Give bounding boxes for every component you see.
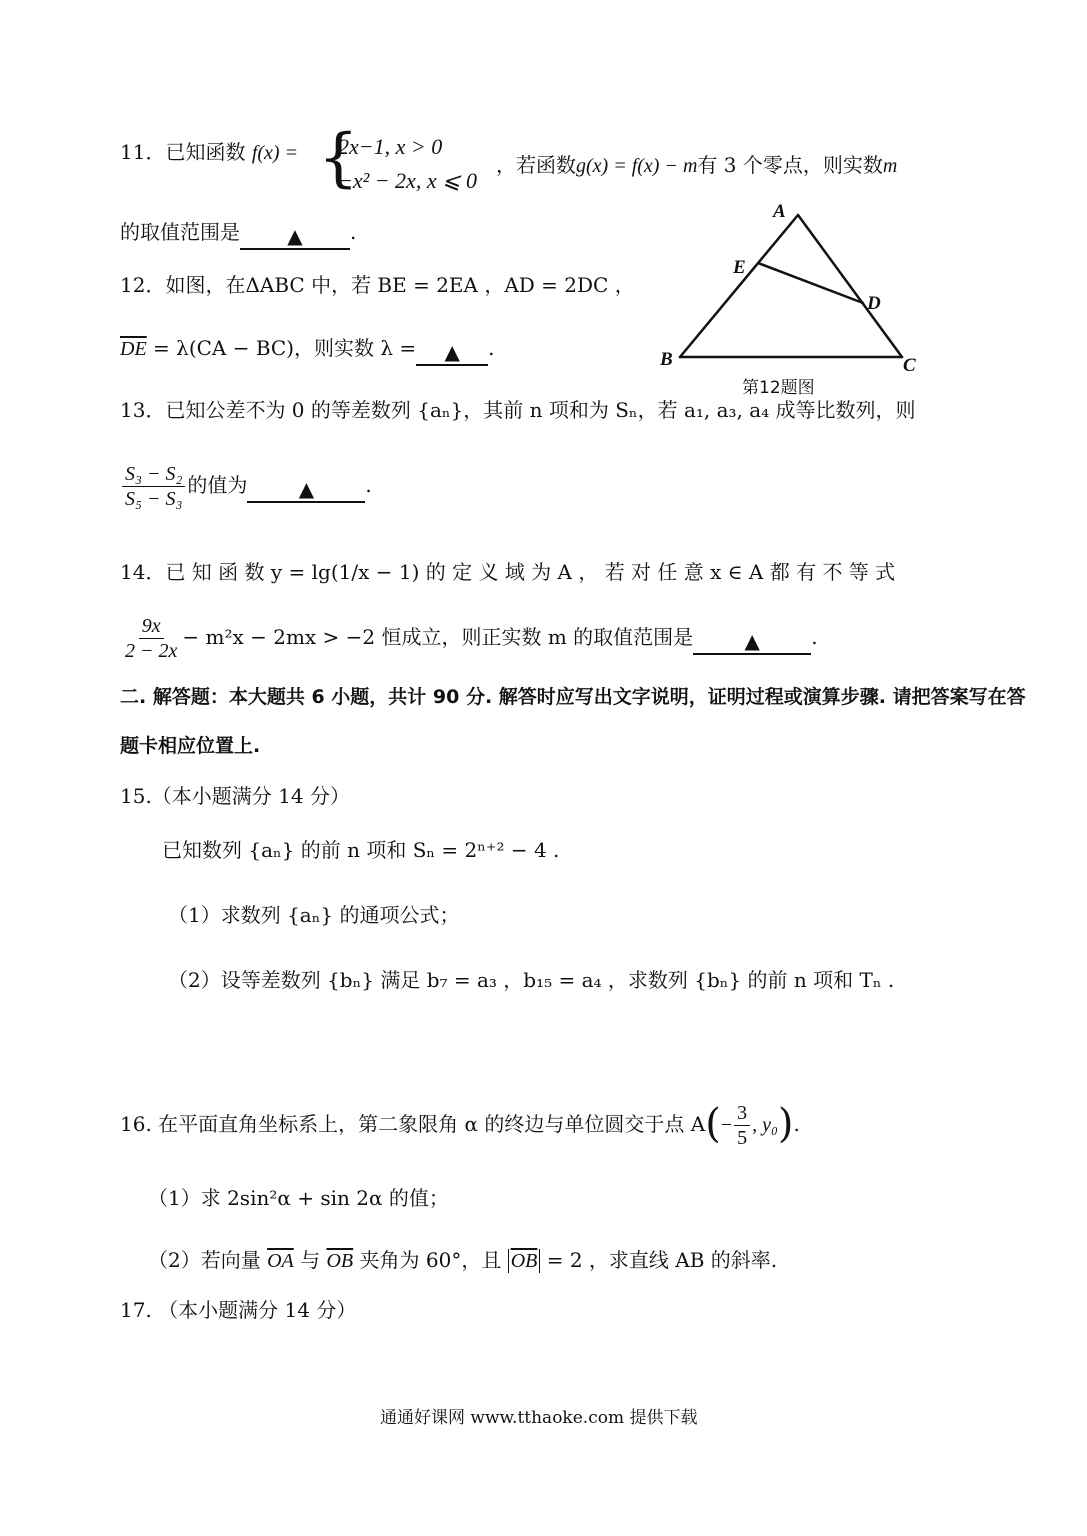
- segment-ac: [798, 215, 902, 357]
- q16-part2-with: 与: [293, 1248, 327, 1272]
- q14-line1: [120, 560, 895, 584]
- q12-vector-de: $\overline{DE}$: [120, 338, 147, 360]
- q16-frac-den: 5: [737, 1127, 748, 1149]
- q16-part2-post: = 2 ，求直线 AB 的斜率.: [540, 1248, 778, 1272]
- q16-paren-close: ): [777, 1101, 794, 1147]
- q16-paren-open: (: [705, 1101, 721, 1147]
- q13-text-line1: 已知公差不为 0 的等差数列 {aₙ}，其前 n 项和为 Sₙ，若 a₁, a₃, a₄ 成等比数列，则: [165, 398, 916, 422]
- triangle-icon: ▲: [287, 224, 303, 248]
- triangle-icon: ▲: [444, 340, 460, 364]
- q13-fraction: [122, 462, 185, 511]
- section2-text-line1: 二. 解答题：本大题共 6 小题，共计 90 分. 解答时应写出文字说明，证明过程或演算步骤. 请把答案写在答: [120, 686, 1026, 708]
- q16-end: .: [793, 1112, 800, 1136]
- q15-part2: [168, 968, 894, 992]
- q16-frac-num: 3: [734, 1101, 750, 1126]
- q11-line1: [120, 140, 298, 165]
- q13-frac-den: S₅ − S₃: [125, 488, 183, 510]
- q12-answer-blank[interactable]: [416, 340, 488, 366]
- q17-header-text: 17. （本小题满分 14 分）: [120, 1298, 357, 1322]
- q14-text-line2: − m²x − 2mx > −2 恒成立，则正实数 m 的取值范围是: [182, 625, 694, 649]
- q11-piecewise: [338, 130, 477, 198]
- q16-part1-text: （1）求 2sin²α + sin 2α 的值；: [148, 1186, 449, 1210]
- q11-text-mid: ，若函数: [496, 153, 576, 177]
- q16-part2-pre: （2）若向量: [148, 1248, 268, 1272]
- section2-text-line2: 题卡相应位置上.: [120, 735, 261, 757]
- q11-text-pre: 已知函数: [165, 140, 246, 164]
- q11-text-post: 有 3 个零点，则实数: [697, 153, 883, 177]
- q13-number: 13．: [120, 398, 166, 422]
- q14-line2: [120, 614, 818, 663]
- q14-number: 14．: [120, 560, 166, 584]
- q15-part1-text: （1）求数列 {aₙ} 的通项公式；: [168, 903, 460, 927]
- q16-point-fraction: [734, 1101, 750, 1150]
- q13-text-line2: 的值为: [187, 473, 248, 497]
- footer-text: 通通好课网 www.tthaoke.com 提供下载: [380, 1408, 698, 1428]
- q13-line2: [120, 462, 372, 511]
- q14-fraction: [122, 614, 180, 663]
- q17-header: [120, 1298, 356, 1322]
- q13-frac-num: S₃ − S₂: [122, 462, 185, 487]
- q16-vector-ob: $\overline{OB}$: [326, 1250, 354, 1272]
- q11-brace: {: [318, 121, 359, 195]
- q16-part1: [148, 1186, 449, 1210]
- q11-gx: g(x) = f(x) − m: [576, 155, 698, 177]
- q14-end: .: [811, 625, 818, 649]
- q14-text-line1: 已 知 函 数 y = lg(1/x − 1) 的 定 义 域 为 A ， 若 对 任 意 x ∈ A 都 有 不 等 式: [165, 560, 896, 584]
- q11-number: 11．: [120, 140, 166, 164]
- label-d: D: [867, 293, 881, 314]
- q12-line1: [120, 273, 635, 297]
- segment-ab: [680, 215, 798, 357]
- q16-vector-oa: $\overline{OA}$: [267, 1250, 294, 1272]
- q15-stem-text: 已知数列 {aₙ} 的前 n 项和 Sₙ = 2ⁿ⁺² − 4 .: [162, 838, 560, 862]
- q15-header: [120, 784, 350, 808]
- q14-answer-blank[interactable]: [693, 629, 811, 655]
- q16-part2: [148, 1248, 777, 1273]
- page-footer: [380, 1408, 697, 1428]
- label-e: E: [733, 257, 746, 278]
- q15-header-text: 15.（本小题满分 14 分）: [120, 784, 350, 808]
- q11-text-range: 的取值范围是: [120, 220, 240, 244]
- q12-text-line1: 如图，在ΔABC 中，若 BE = 2EA ，AD = 2DC ，: [165, 273, 635, 297]
- q12-text-line2: = λ(CA − BC)，则实数 λ =: [146, 336, 417, 360]
- label-c: C: [903, 355, 916, 376]
- q12-line2: [120, 336, 495, 366]
- triangle-icon: ▲: [744, 629, 760, 653]
- q16-stem: 16. 在平面直角坐标系上，第二象限角 α 的终边与单位圆交于点 A(− $\frac{3}{5}$ , y₀).: [120, 1101, 800, 1149]
- q11-piece1: 2x−1, x > 0: [338, 134, 443, 159]
- q16-stem-text: 16. 在平面直角坐标系上，第二象限角 α 的终边与单位圆交于点 A: [120, 1112, 706, 1136]
- q12-end: .: [488, 336, 495, 360]
- q11-end: .: [350, 220, 357, 244]
- triangle-icon: ▲: [298, 477, 315, 501]
- q16-point-y: , y₀: [752, 1114, 778, 1136]
- q13-line1: [120, 398, 916, 422]
- section2-heading-line1: [120, 686, 1026, 709]
- q11-fx: f(x) =: [251, 142, 299, 164]
- q15-part1: [168, 903, 459, 927]
- q11-line1-tail: [496, 153, 897, 178]
- q15-part2-text: （2）设等差数列 {bₙ} 满足 b₇ = a₃ ，b₁₅ = a₄ ，求数列 {bₙ} 的前 n 项和 Tₙ .: [168, 968, 895, 992]
- figure-12-caption: 第12题图: [742, 378, 815, 398]
- q16-vector-ob-norm: $\overline{OB}$: [510, 1250, 538, 1272]
- section2-heading-line2: [120, 735, 260, 758]
- q16-part2-mid: 夹角为 60°，且: [353, 1248, 508, 1272]
- q13-end: .: [365, 473, 372, 497]
- q13-answer-blank[interactable]: [247, 477, 365, 503]
- q11-answer-blank[interactable]: [240, 224, 350, 250]
- q11-line2: [120, 220, 356, 250]
- figure-12-triangle: [655, 195, 935, 400]
- label-b: B: [660, 349, 673, 370]
- q11-var-m: m: [882, 155, 898, 177]
- label-a: A: [773, 201, 786, 222]
- q12-number: 12．: [120, 273, 166, 297]
- q11-piece2: −x² − 2x, x ⩽ 0: [338, 168, 478, 194]
- q14-frac-num: 9x: [139, 614, 164, 639]
- q14-frac-den: 2 − 2x: [125, 640, 178, 662]
- q15-stem: [162, 838, 559, 862]
